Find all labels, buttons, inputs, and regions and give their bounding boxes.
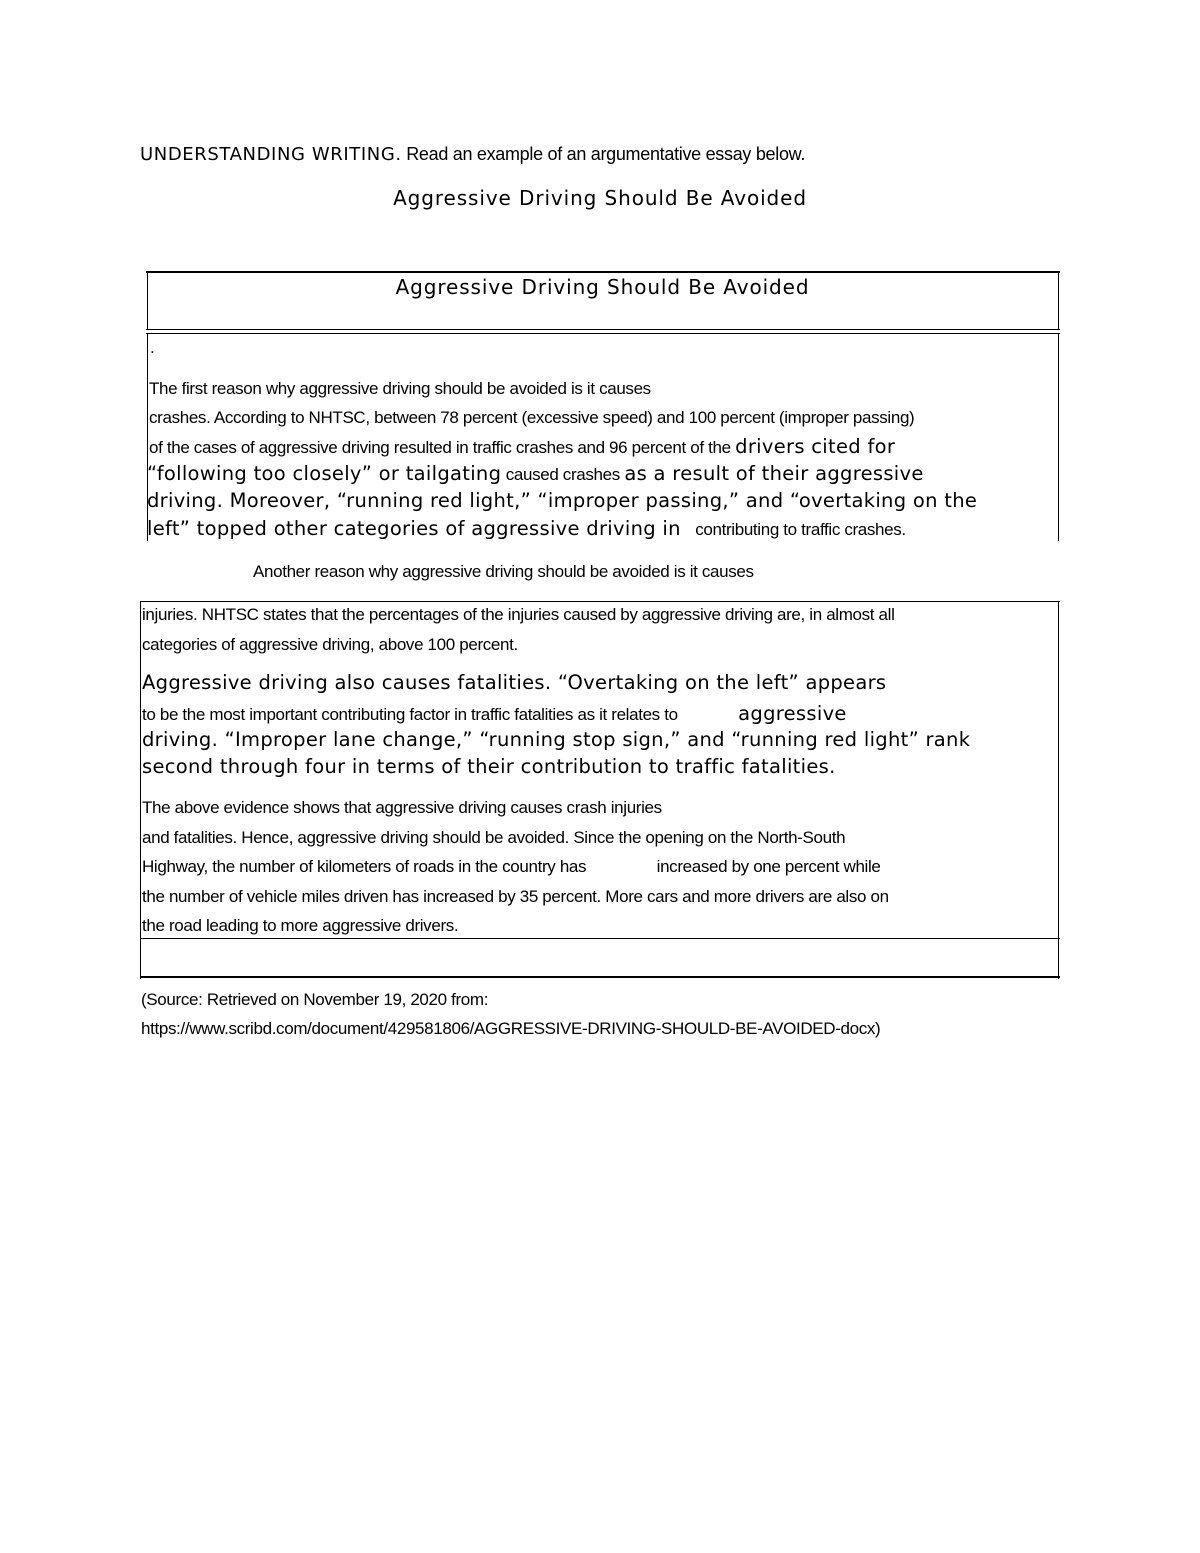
p4-line3-a: Highway, the number of kilometers of roads in the country has — [142, 857, 587, 876]
bullet-dot: . — [150, 338, 155, 357]
heading — [140, 144, 805, 165]
p4-line3-b: increased by one percent while — [656, 857, 881, 876]
p1-line4-a: “following too closely” or tailgating — [147, 462, 502, 485]
p3-line1: Aggressive driving also causes fatalities. “Overtaking on the left” appears — [142, 671, 887, 694]
page-title: Aggressive Driving Should Be Avoided — [393, 186, 807, 210]
p2-line1: Another reason why aggressive driving should be avoided is it causes — [253, 562, 754, 581]
source-url: https://www.scribd.com/document/429581806/AGGRESSIVE-DRIVING-SHOULD-BE-AVOIDED-docx) — [141, 1019, 881, 1038]
p1-line3-b: drivers cited for — [735, 435, 896, 458]
p4-line4: the number of vehicle miles driven has increased by 35 percent. More cars and more drivers are also on — [142, 887, 889, 906]
p1-line2: crashes. According to NHTSC, between 78 percent (excessive speed) and 100 percent (improper passing) — [149, 408, 915, 427]
heading-instruction: Read an example of an argumentative essay below. — [406, 144, 806, 164]
table-bottom-border — [140, 976, 1060, 978]
p1-line6-b: contributing to traffic crashes. — [695, 520, 906, 539]
p1-line6 — [147, 518, 906, 540]
p3-line2-a: to be the most important contributing factor in traffic fatalities as it relates to — [142, 705, 678, 724]
table-title-right-border — [1058, 271, 1059, 329]
table-top-border — [146, 271, 1060, 273]
p1-line5: driving. Moreover, “running red light,” “improper passing,” and “overtaking on the — [147, 489, 978, 512]
table-row2-left-border — [140, 601, 141, 979]
p4-line5: the road leading to more aggressive drivers. — [142, 916, 459, 935]
p1-line4-b: caused crashes — [505, 465, 620, 484]
heading-label: UNDERSTANDING WRITING. — [140, 144, 402, 165]
p4-line3 — [142, 857, 881, 877]
p3-line3: driving. “Improper lane change,” “running stop sign,” and “running red light” rank — [142, 728, 971, 751]
table-row2-bottom-border — [140, 938, 1060, 939]
table-row1-right-border — [1058, 333, 1059, 541]
p3-line2 — [142, 703, 847, 725]
p2-line2: injuries. NHTSC states that the percentages of the injuries caused by aggressive driving are, in almost all — [142, 605, 895, 624]
p1-line4 — [147, 463, 924, 485]
p3-line2-b: aggressive — [738, 702, 847, 725]
p1-line3 — [149, 436, 895, 458]
p4-line2: and fatalities. Hence, aggressive driving should be avoided. Since the opening on the North-South — [142, 828, 846, 847]
p4-line1: The above evidence shows that aggressive driving causes crash injuries — [142, 798, 662, 817]
p1-line4-c: as a result of their aggressive — [624, 462, 924, 485]
table-row2-top-border — [140, 601, 1060, 602]
table-title: Aggressive Driving Should Be Avoided — [395, 275, 810, 299]
p1-line1: The first reason why aggressive driving should be avoided is it causes — [149, 379, 651, 398]
p2-line3: categories of aggressive driving, above 100 percent. — [142, 635, 518, 654]
p1-line3-a: of the cases of aggressive driving resulted in traffic crashes and 96 percent of the — [149, 438, 731, 457]
table-title-bottom-border — [146, 329, 1060, 330]
table-row1-top-border — [146, 333, 1060, 334]
table-row2-right-border — [1058, 601, 1059, 979]
p1-line6-a: left” topped other categories of aggressive driving in — [147, 517, 681, 540]
source-line1: (Source: Retrieved on November 19, 2020 from: — [141, 990, 489, 1009]
p3-line4: second through four in terms of their contribution to traffic fatalities. — [142, 755, 836, 778]
